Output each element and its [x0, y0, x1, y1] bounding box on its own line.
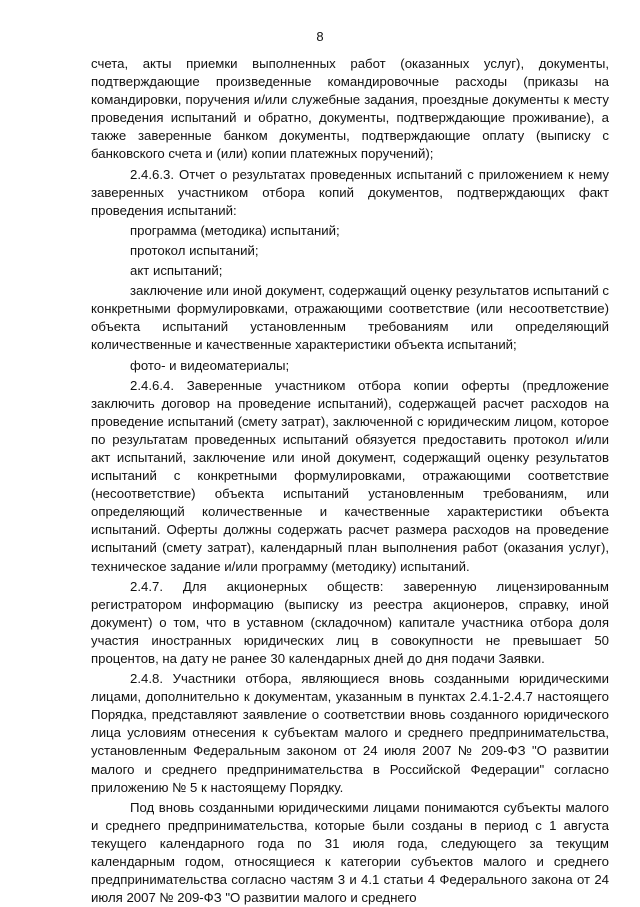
list-item-test-program: программа (методика) испытаний; [130, 222, 340, 238]
page-number: 8 [316, 29, 324, 44]
paragraph-new-entities-definition: Под вновь созданными юридическими лицами понимаются субъекты малого и среднего предпринимательства, которые были созданы в период с 1 августа текущего календарного года по 31 июля года, следующего за текущим календарным годом, относящиеся к категории субъектов малого и среднего предпринимательства согласно частям 3 и 4.1 статьи 4 Федерального закона от 24 июля 2007 № 209-ФЗ "О развитии малого и среднего [91, 799, 609, 906]
list-item-photo-video: фото- и видеоматериалы; [130, 357, 290, 373]
paragraph-2-4-8: 2.4.8. Участники отбора, являющиеся вновь созданными юридическими лицами, дополнительно к документам, указанным в пунктах 2.4.1-2.4.7 настоящего Порядка, представляют заявление о соответствии вновь созданного юридического лица условиям отнесения к субъектам малого и среднего предпринимательства, установленным Федеральным законом от 24 июля 2007 № 209-ФЗ "О развитии малого и среднего предпринимательства в Российской Федерации" согласно приложению № 5 к настоящему Порядку. [91, 671, 609, 795]
paragraph-conclusion: заключение или иной документ, содержащий оценку результатов испытаний с конкретными формулировками, отражающими соответствие (или несоответствие) объекта испытаний установленным требованиям или определяющий количественные и качественные характеристики объекта испытаний; [91, 283, 609, 353]
paragraph-2-4-6-3: 2.4.6.3. Отчет о результатах проведенных испытаний с приложением к нему заверенных участником отбора копий документов, подтверждающих факт проведения испытаний: [91, 166, 609, 218]
paragraph-continuation: счета, акты приемки выполненных работ (оказанных услуг), документы, подтверждающие произведенные командировочные расходы (приказы на командировки, поручения и/или служебные задания, проездные документы к месту проведения испытаний и обратно, документы, подтверждающие проживание), а также заверенные банком документы, подтверждающие оплату (выписку с банковского счета и (или) копии платежных поручений); [91, 56, 609, 162]
paragraph-2-4-7: 2.4.7. Для акционерных обществ: заверенную лицензированным регистратором информацию (выписку из реестра акционеров, справку, иной документ) о том, что в уставном (складочном) капитале участника отбора доля участия иностранных юридических лиц в совокупности не превышает 50 процентов, на дату не ранее 30 календарных дней до дня подачи Заявки. [91, 578, 609, 666]
list-item-test-protocol: протокол испытаний; [130, 242, 259, 258]
paragraph-2-4-6-4: 2.4.6.4. Заверенные участником отбора копии оферты (предложение заключить договор на проведение испытаний), содержащей расчет расходов на проведение испытаний (смету затрат), заключенной с юридическим лицом, которое по результатам проведенных испытаний обязуется предоставить протокол и/или акт испытаний, заключение или иной документ, содержащий оценку результатов испытаний с конкретными формулировками, отражающими соответствие (несоответствие) объекта испытаний установленным требованиям, или определяющий количественные и качественные характеристики объекта испытаний. Оферты должны содержать расчет размера расходов на проведение испытаний (смету затрат), календарный план выполнения работ (оказания услуг), техническое задание и/или программу (методику) испытаний. [91, 377, 609, 574]
document-body [91, 55, 609, 907]
list-item-test-act: акт испытаний; [130, 263, 223, 279]
